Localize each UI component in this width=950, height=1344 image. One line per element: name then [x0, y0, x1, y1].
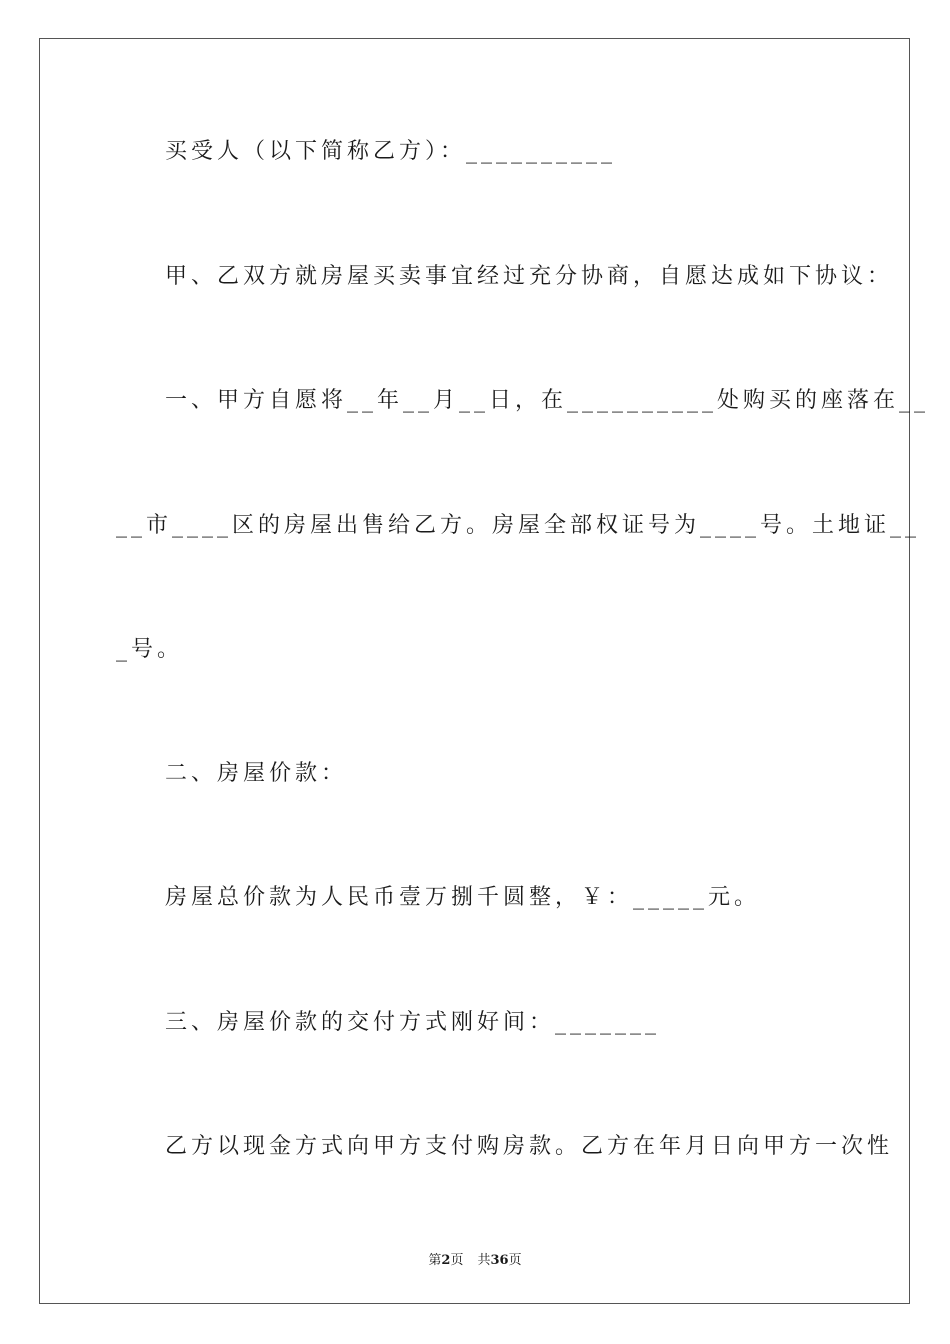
footer-page-suffix: 页 [450, 1253, 464, 1268]
clause-1-line-1: 一、甲方自愿将__年__月__日，在__________处购买的座落在__ [165, 388, 930, 413]
page-frame [39, 38, 910, 1304]
clause-1-line-2: __市____区的房屋出售给乙方。房屋全部权证号为____号。土地证__ [116, 513, 921, 538]
page-footer [0, 1249, 950, 1268]
footer-page-prefix: 第 [428, 1253, 442, 1268]
payment-line: 乙方以现金方式向甲方支付购房款。乙方在年月日向甲方一次性 [165, 1134, 894, 1159]
footer-total-suffix: 页 [508, 1253, 522, 1268]
clause-2-heading: 二、房屋价款： [165, 761, 348, 786]
clause-1-line-3: _号。 [116, 637, 184, 662]
total-price-line: 房屋总价款为人民币壹万捌千圆整，￥：_____元。 [165, 885, 761, 910]
agreement-intro: 甲、乙双方就房屋买卖事宜经过充分协商，自愿达成如下协议： [165, 264, 894, 289]
footer-total-prefix: 共 [477, 1253, 491, 1268]
clause-3-heading: 三、房屋价款的交付方式刚好间：_______ [165, 1010, 661, 1035]
footer-page-number: 2 [441, 1253, 451, 1268]
buyer-line: 买受人（以下简称乙方）：__________ [165, 139, 617, 164]
footer-total-pages: 36 [490, 1253, 509, 1268]
